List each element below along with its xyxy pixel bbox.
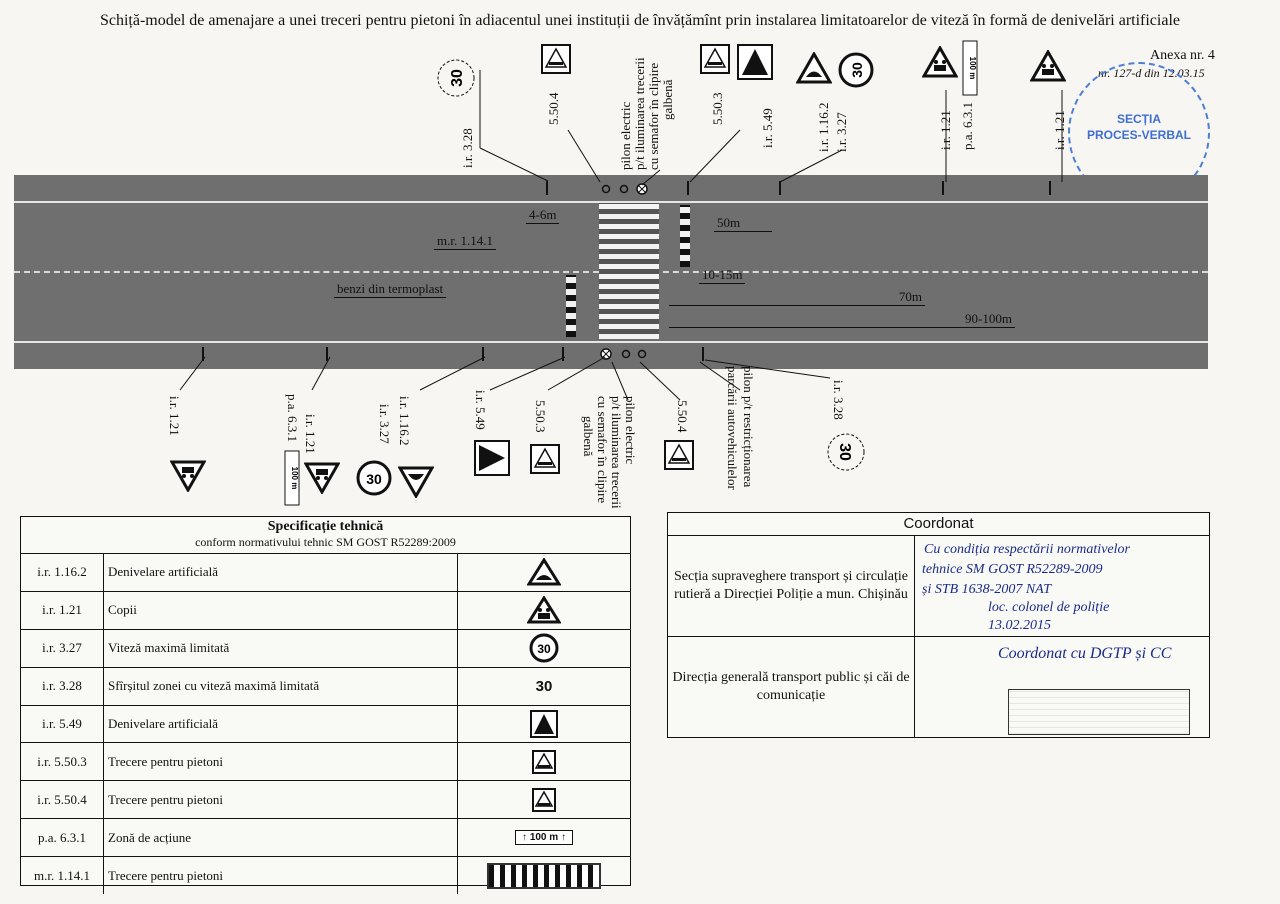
handwritten-line: și STB 1638-2007 NAT [922,582,1051,597]
label-ir121-bottom: i.r. 1.21 [167,396,182,436]
label-ir327-bottom: i.r. 3.27 [377,404,392,444]
spec-row [21,668,630,706]
triangle-children-icon [527,596,561,624]
label-pilon-bottom-3: cu semafor în clipire [595,396,610,504]
spec-table [20,516,631,886]
handwritten-line: Coordonat cu DGTP și CC [998,645,1172,662]
label-pa631-top: p.a. 6.3.1 [960,101,975,150]
crossing-sign-icon [532,750,556,774]
annex-number: nr. 127-d din 12.03.15 [1098,66,1205,80]
plate-text: 100 m [529,832,559,844]
zone-plate-icon: ↑ 100 m ↑ [515,830,573,845]
label-pa631-bottom: p.a. 6.3.1 [285,394,300,443]
spec-code: i.r. 3.27 [21,630,104,667]
spec-symbol [457,706,630,743]
label-5504-top: 5.50.4 [546,92,561,125]
crossing-sign-icon [532,788,556,812]
label-ir549-bottom: i.r. 5.49 [473,390,488,430]
square-bump-icon [474,440,510,476]
spec-code: i.r. 1.21 [21,592,104,629]
spec-name: Denivelare artificială [108,716,219,731]
crossing-sign-icon [541,44,571,74]
sign-30-text: 30 [836,443,853,461]
spec-30-text: 30 [537,642,551,657]
label-5504-bottom: 5.50.4 [675,400,690,433]
coord-transport-label: Direcția generală transport public și căi de comunicație [668,637,915,737]
spec-symbol [457,554,630,591]
sign-30-text: 30 [449,69,466,87]
label-pilon-bottom-2: p/t iluminarea trecerii [609,396,624,509]
marking-label-mr: m.r. 1.14.1 [434,233,496,250]
marking-label-benzi: benzi din termoplast [334,281,446,298]
spec-name: Trecere pentru pietoni [108,867,224,883]
handwritten-line: Cu condiția respectării normativelor [924,542,1130,557]
end-limit-icon [436,58,476,98]
coordination-table [667,512,1210,738]
handwritten-line: tehnice SM GOST R52289-2009 [922,562,1103,577]
label-pilon-top-2: p/t iluminarea trecerii [632,57,647,170]
measure-90-100m: 90-100m [669,311,1015,328]
crossing-sign-icon [700,44,730,74]
spec-row [21,781,630,819]
square-bump-icon [530,710,558,738]
stamp-line-1: SECȚIA [1116,112,1161,126]
crossing-sign-icon [664,440,694,470]
label-ir328-bottom: i.r. 3.28 [831,380,846,420]
zebra-marking-icon [487,863,601,889]
speed-limit-icon [356,460,392,496]
triangle-children-icon [1030,50,1066,82]
triangle-children-icon [922,46,958,78]
spec-symbol [457,592,630,629]
spec-code: p.a. 6.3.1 [21,819,104,856]
triangle-children-icon [170,460,206,492]
plate-100m-text: 100 m [968,56,977,80]
label-pilon-bottom-1: pilon electric [623,396,638,465]
sign-30-text: 30 [366,471,382,487]
label-ir549-top: i.r. 5.49 [760,108,775,148]
spec-name: Sfîrșitul zonei cu viteză maximă limitată [108,678,320,694]
rectangular-stamp [1008,689,1190,735]
triangle-bump-icon [796,52,832,84]
spec-subtitle: conform normativului tehnic SM GOST R52289:2009 [195,535,456,549]
measure-50m: 50m [714,215,772,232]
spec-code: i.r. 5.50.3 [21,743,104,780]
coord-row-transport [668,637,1209,737]
coord-police-approval [918,536,1205,636]
label-5503-bottom: 5.50.3 [533,400,548,433]
label-ir121b-bottom: i.r. 1.21 [303,414,318,454]
label-ir327-top: i.r. 3.27 [834,112,849,152]
spec-name: Copii [108,602,137,618]
label-pilon-top-1: pilon electric [618,101,633,170]
spec-code: i.r. 5.49 [21,706,104,743]
square-bump-icon [737,44,773,80]
triangle-bump-icon [527,558,561,586]
spec-row [21,592,630,630]
label-pilon-top-4: galbenă [660,79,675,120]
spec-row [21,743,630,781]
coord-row-police [668,536,1209,637]
spec-symbol [457,630,630,667]
coord-transport-approval [918,637,1205,737]
spec-code: i.r. 3.28 [21,668,104,705]
crossing-sign-icon [530,444,560,474]
zone-plate-icon [962,40,978,96]
spec-code: i.r. 1.16.2 [21,554,104,591]
label-pilon-bottom-4: galbenă [581,416,596,457]
spec-name: Zonă de acțiune [108,829,192,845]
coord-header: Coordonat [668,513,1209,536]
spec-symbol [457,819,630,856]
stamp-line-2: PROCES-VERBAL [1086,128,1191,142]
speed-limit-icon [838,52,874,88]
spec-row [21,857,630,894]
annex-label: Anexa nr. 4 [1150,48,1215,63]
measure-70m: 70m [669,289,925,306]
spec-row [21,706,630,744]
spec-title: Specificație tehnică [267,519,384,534]
label-restr-bottom-1: pilon p/t restricționarea [741,366,756,488]
coord-police-label: Secția supraveghere transport și circulație rutieră a Direcției Poliție a mun. Chișinău [668,536,915,636]
measure-4-6m: 4-6m [526,207,559,224]
spec-name: Denivelare artificială [108,564,219,580]
label-ir1162-top: i.r. 1.16.2 [816,102,831,152]
spec-header [21,517,630,554]
label-ir121b-top: i.r. 1.21 [1052,110,1067,150]
spec-name: Trecere pentru pietoni [108,791,224,807]
speed-limit-icon [529,633,559,663]
sign-30-text: 30 [849,62,865,78]
zone-plate-icon [284,450,300,506]
label-pilon-top-3: cu semafor în clipire [646,62,661,170]
spec-symbol [457,668,630,705]
handwritten-line: loc. colonel de poliție [988,600,1110,615]
spec-row [21,819,630,857]
label-ir121a-top: i.r. 1.21 [938,110,953,150]
spec-name: Viteză maximă limitată [108,640,230,656]
spec-name: Trecere pentru pietoni [108,753,224,769]
end-limit-icon [826,432,866,472]
spec-symbol [457,743,630,780]
handwritten-date: 13.02.2015 [988,618,1051,633]
measure-10-15m: 10-15m [699,267,745,284]
label-restr-bottom-2: parcării autovehiculelor [725,366,740,490]
spec-symbol [457,857,630,894]
spec-row [21,554,630,592]
triangle-bump-icon [398,466,434,498]
spec-code: i.r. 5.50.4 [21,781,104,818]
spec-code: m.r. 1.14.1 [21,857,104,894]
triangle-children-icon [304,462,340,494]
spec-symbol [457,781,630,818]
label-ir1162-bottom: i.r. 1.16.2 [397,396,412,446]
plate-100m-text: 100 m [290,466,299,490]
label-ir328-top: i.r. 3.28 [460,128,475,168]
label-5503-top: 5.50.3 [710,92,725,125]
spec-row [21,630,630,668]
document-title: Schiță-model de amenajare a unei treceri pentru pietoni în adiacentul unei instituții de învățămînt prin instalarea limitatoarelor de viteză în formă de denivelări artificiale [99,12,1180,29]
end-limit-icon: 30 [535,677,553,695]
